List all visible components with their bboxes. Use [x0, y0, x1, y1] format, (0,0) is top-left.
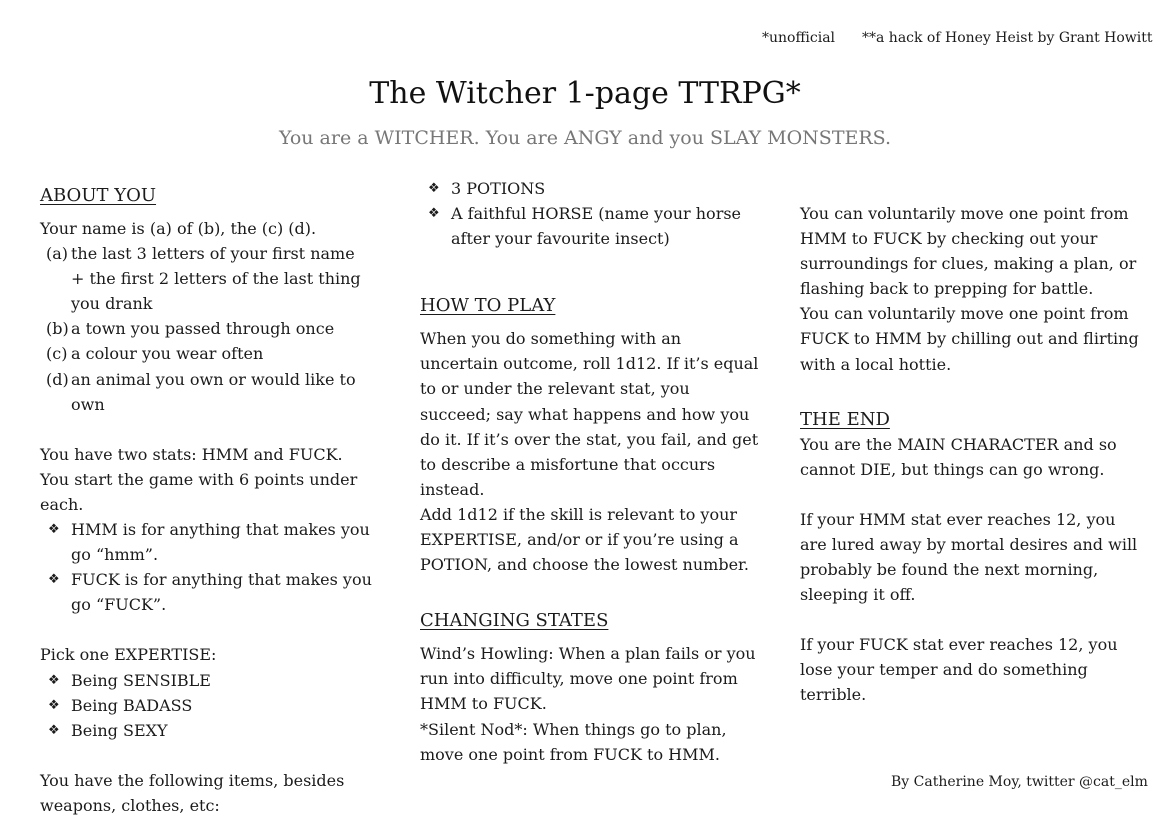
list-item	[40, 341, 372, 366]
about-heading: ABOUT YOU	[40, 185, 157, 206]
name-part-label: (a)	[46, 244, 69, 264]
changing-states-para-2: *Silent Nod*: When things go to plan, move one point from FUCK to HMM.	[420, 719, 727, 764]
list-item: ❖ 3 POTIONS	[420, 176, 760, 201]
name-part-label: (b)	[46, 319, 69, 339]
list-item: ❖ Being SEXY	[40, 718, 372, 743]
items-list	[420, 176, 760, 251]
how-to-play-para-1: When you do something with an uncertain outcome, roll 1d12. If it’s equal to or under the relevant stat, you succeed; say what happens and how you do it. If it’s over the stat, you fail, and get to describe a misfortune that occurs instead.	[420, 329, 759, 499]
stats-list	[40, 517, 372, 617]
list-item	[40, 316, 372, 341]
items-intro: You have the following items, besides weapons, clothes, etc:	[40, 770, 345, 815]
author-credit: By Catherine Moy, twitter @cat_elm	[891, 774, 1148, 790]
name-part-text: a town you passed through once	[71, 319, 335, 339]
name-intro: Your name is (a) of (b), the (c) (d).	[40, 219, 317, 238]
name-part-text: the last 3 letters of your first name + the first 2 letters of the last thing you drank	[71, 244, 361, 314]
changing-states-para-3: You can voluntarily move one point from HMM to FUCK by checking out your surroundings for clues, making a plan, or flashing back to prepping for battle.	[800, 204, 1137, 299]
list-item: ❖ Being BADASS	[40, 693, 372, 718]
stats-intro: You have two stats: HMM and FUCK. You start the game with 6 points under each.	[40, 444, 358, 514]
page-subtitle: You are a WITCHER. You are ANGY and you SLAY MONSTERS.	[278, 127, 892, 149]
name-part-text: a colour you wear often	[71, 344, 264, 364]
hack-credit-note: **a hack of Honey Heist by Grant Howitt	[862, 30, 1153, 46]
list-item	[40, 241, 372, 316]
name-parts-list	[40, 241, 372, 417]
how-to-play-para-2: Add 1d12 if the skill is relevant to your EXPERTISE, and/or or if you’re using a POTION, and choose the lowest number.	[420, 504, 750, 575]
expertise-list	[40, 668, 372, 743]
the-end-heading: THE END	[800, 408, 890, 430]
list-item: ❖ HMM is for anything that makes you go “hmm”.	[40, 517, 372, 567]
the-end-para-3: If your FUCK stat ever reaches 12, you lose your temper and do something terrible.	[800, 635, 1118, 705]
list-item: ❖ A faithful HORSE (name your horse after your favourite insect)	[420, 201, 760, 251]
unofficial-note: *unofficial	[762, 30, 836, 46]
name-part-label: (c)	[46, 344, 68, 364]
name-part-label: (d)	[46, 369, 69, 389]
changing-states-para-1: Wind’s Howling: When a plan fails or you run into difficulty, move one point from HMM to FUCK.	[420, 644, 756, 714]
list-item: ❖ FUCK is for anything that makes you go “FUCK”.	[40, 567, 372, 617]
name-part-text: an animal you own or would like to own	[71, 369, 356, 414]
column-the-end	[800, 201, 1140, 708]
list-item	[40, 367, 372, 417]
expertise-intro: Pick one EXPERTISE:	[40, 645, 217, 665]
column-how-to-play	[420, 176, 760, 767]
list-item: ❖ Being SENSIBLE	[40, 668, 372, 693]
the-end-para-1: You are the MAIN CHARACTER and so cannot DIE, but things can go wrong.	[800, 434, 1117, 479]
the-end-para-2: If your HMM stat ever reaches 12, you are lured away by mortal desires and will probably be found the next morning, sleeping it off.	[800, 509, 1138, 605]
column-about-you	[40, 184, 372, 818]
changing-states-para-4: You can voluntarily move one point from FUCK to HMM by chilling out and flirting with a local hottie.	[800, 304, 1139, 374]
page-title: The Witcher 1-page TTRPG*	[369, 76, 801, 111]
how-to-play-heading: HOW TO PLAY	[420, 295, 556, 317]
changing-states-heading: CHANGING STATES	[420, 610, 609, 632]
